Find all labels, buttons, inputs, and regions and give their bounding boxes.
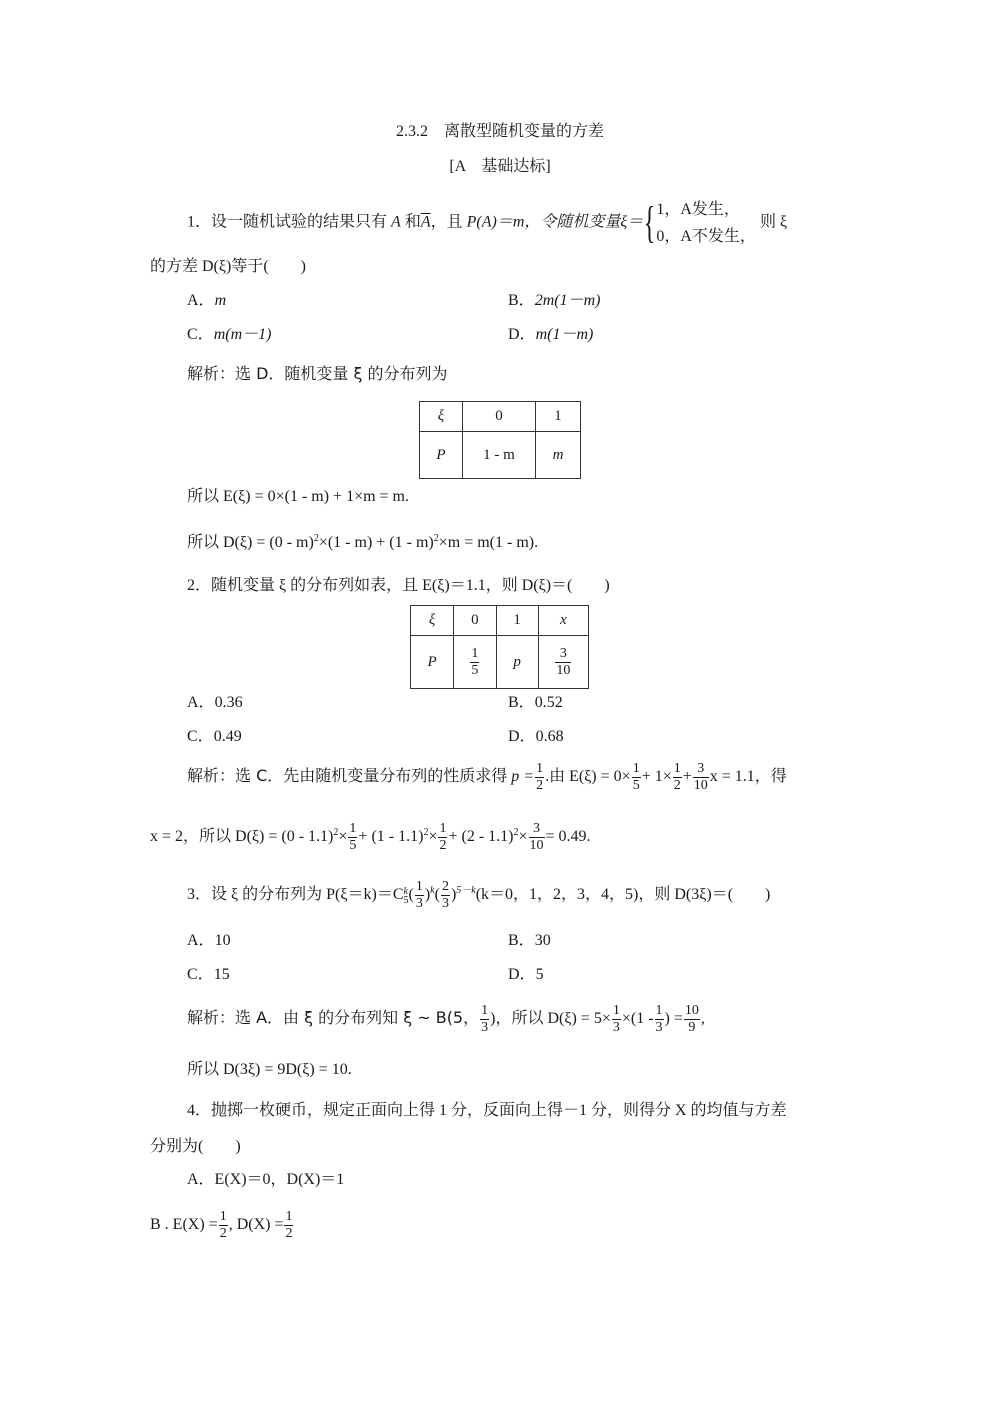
text: ×(1 - m) + (1 - m): [318, 534, 434, 551]
q1-case-2: 0，A不发生，: [656, 228, 756, 245]
q1-option-a[interactable]: A．m: [187, 292, 227, 309]
q3-option-c[interactable]: C．15: [187, 966, 230, 983]
exponent: 2: [313, 533, 319, 544]
table-cell: p: [496, 636, 538, 689]
q2-option-d[interactable]: D．0.68: [508, 728, 564, 745]
q2-distribution-table: [410, 605, 589, 689]
q1-number: 1．: [187, 213, 212, 231]
text: 3．设 ξ 的分布列为 P(ξ＝k)＝C: [187, 886, 404, 904]
q4-stem-line2: 分别为( ): [150, 1138, 241, 1155]
q4-stem-line1: 4．抛掷一枚硬币，规定正面向上得 1 分，反面向上得－1 分，则得分 X 的均值与方差: [187, 1102, 787, 1119]
q1-option-b[interactable]: B．2m(1－m): [508, 292, 601, 309]
table-cell: ξ: [420, 402, 463, 432]
q1-event-a-complement: $\overline{A}$: [420, 213, 431, 231]
q1-text-b: ，且: [430, 213, 463, 231]
exponent: 2: [433, 533, 439, 544]
q1-variance-line: [187, 533, 538, 552]
table-cell: ξ: [411, 606, 454, 636]
table-cell: 0: [454, 606, 496, 636]
table-cell: 0: [463, 402, 536, 432]
q1-analysis-intro: 解析：选 D．随机变量 ξ 的分布列为: [187, 364, 448, 383]
q1-stem-line2: 的方差 D(ξ)等于( ): [150, 258, 307, 275]
combination-indices: k 5: [403, 885, 409, 906]
q1-text-and: 和: [404, 213, 421, 231]
text: +: [682, 768, 692, 786]
text: x = 1.1，得: [709, 768, 787, 786]
table-cell: 1: [536, 402, 581, 432]
table-cell: x: [538, 606, 588, 636]
section-name: 离散型随机变量的方差: [443, 123, 604, 140]
q4-option-a[interactable]: A．E(X)＝0，D(X)＝1: [187, 1171, 345, 1188]
q2-option-a[interactable]: A．0.36: [187, 694, 243, 711]
text: (k＝0，1，2，3，4，5)，则 D(3ξ)＝( ): [475, 886, 771, 904]
q1-distribution-table: [419, 401, 581, 479]
q1-probability: P(A)＝m，令随机变量: [466, 213, 621, 231]
q2-option-b[interactable]: B．0.52: [508, 694, 563, 711]
piecewise-brace: {: [644, 198, 656, 247]
q3-stem: 3．设 ξ 的分布列为 P(ξ＝k)＝C k 5 ( $\frac{1}{3}$ )$^k$( $\frac{2}{3}$ )$^{5-k}$(k＝0，1，2，3，4，5)，则 D(3ξ)＝( ): [187, 879, 771, 911]
q2-analysis-line2: x = 2，所以 D(ξ) = (0 - 1.1)$^2$× $\frac{1}{5}$ + (1 - 1.1)$^2$× $\frac{1}{2}$ + (2 - 1.1)$^2$× $\frac{3}{10}$ = 0.49.: [150, 821, 591, 853]
q1-cases: [656, 196, 756, 250]
table-cell: $\frac{1}{5}$: [454, 636, 496, 689]
table-cell: P: [411, 636, 454, 689]
text: + 1×: [641, 768, 672, 786]
q1-case-1: 1，A发生，: [656, 201, 740, 218]
q3-analysis-line1: 解析：选 A．由 ξ 的分布列知 ξ ~ B(5， $\frac{1}{3}$ )，所以 D(ξ) = 5× $\frac{1}{3}$ ×(1 - $\frac{1}{3}$ ) = $\frac{10}{9}$ ,: [187, 1003, 705, 1035]
section-title: [0, 122, 1000, 141]
q1-text-then: 则 ξ: [759, 213, 788, 231]
q3-analysis-line2: 所以 D(3ξ) = 9D(ξ) = 10.: [187, 1061, 352, 1078]
text: .由 E(ξ) = 0×: [545, 768, 631, 786]
text: x = 2，所以 D(ξ) = (0 - 1.1): [150, 828, 334, 846]
table-cell: $\frac{3}{10}$: [538, 636, 588, 689]
text: 所以 D(ξ) = (0 - m): [187, 534, 314, 551]
q1-text-a: 设一随机试验的结果只有: [211, 213, 388, 231]
q1-option-d[interactable]: D．m(1－m): [508, 326, 594, 343]
text: p =: [511, 768, 535, 786]
text: ×m = m(1 - m).: [438, 534, 539, 551]
q1-stem-line1: [187, 196, 787, 250]
level-heading: [A 基础达标]: [449, 158, 551, 175]
text: 解析：选 A．由 ξ 的分布列知 ξ ~ B(5，: [187, 1008, 480, 1028]
q1-event-a: A: [391, 213, 401, 231]
q1-option-c[interactable]: C．m(m－1): [187, 326, 272, 343]
section-number: 2.3.2: [395, 123, 428, 140]
table-cell: P: [420, 432, 463, 479]
q4-option-b[interactable]: B . E(X) = $\frac{1}{2}$ , D(X) = $\frac{1}{2}$: [150, 1209, 293, 1241]
q3-option-d[interactable]: D．5: [508, 966, 544, 983]
q1-expectation-line: 所以 E(ξ) = 0×(1 - m) + 1×m = m.: [187, 488, 410, 505]
q3-option-a[interactable]: A．10: [187, 932, 231, 949]
q2-stem: 2．随机变量 ξ 的分布列如表，且 E(ξ)＝1.1，则 D(ξ)＝( ): [187, 577, 610, 594]
q1-xi-eq: ξ＝: [620, 213, 644, 231]
q2-analysis-line1: 解析：选 C．先由随机变量分布列的性质求得 p = $\frac{1}{2}$ .由 E(ξ) = 0× $\frac{1}{5}$ + 1× $\frac{1}{2}$ + $\frac{3}{10}$ x = 1.1，得: [187, 761, 787, 793]
table-cell: m: [536, 432, 581, 479]
table-cell: 1: [496, 606, 538, 636]
q2-option-c[interactable]: C．0.49: [187, 728, 242, 745]
q3-option-b[interactable]: B．30: [508, 932, 551, 949]
table-cell: 1 - m: [463, 432, 536, 479]
text: 解析：选 C．先由随机变量分布列的性质求得: [187, 766, 508, 786]
